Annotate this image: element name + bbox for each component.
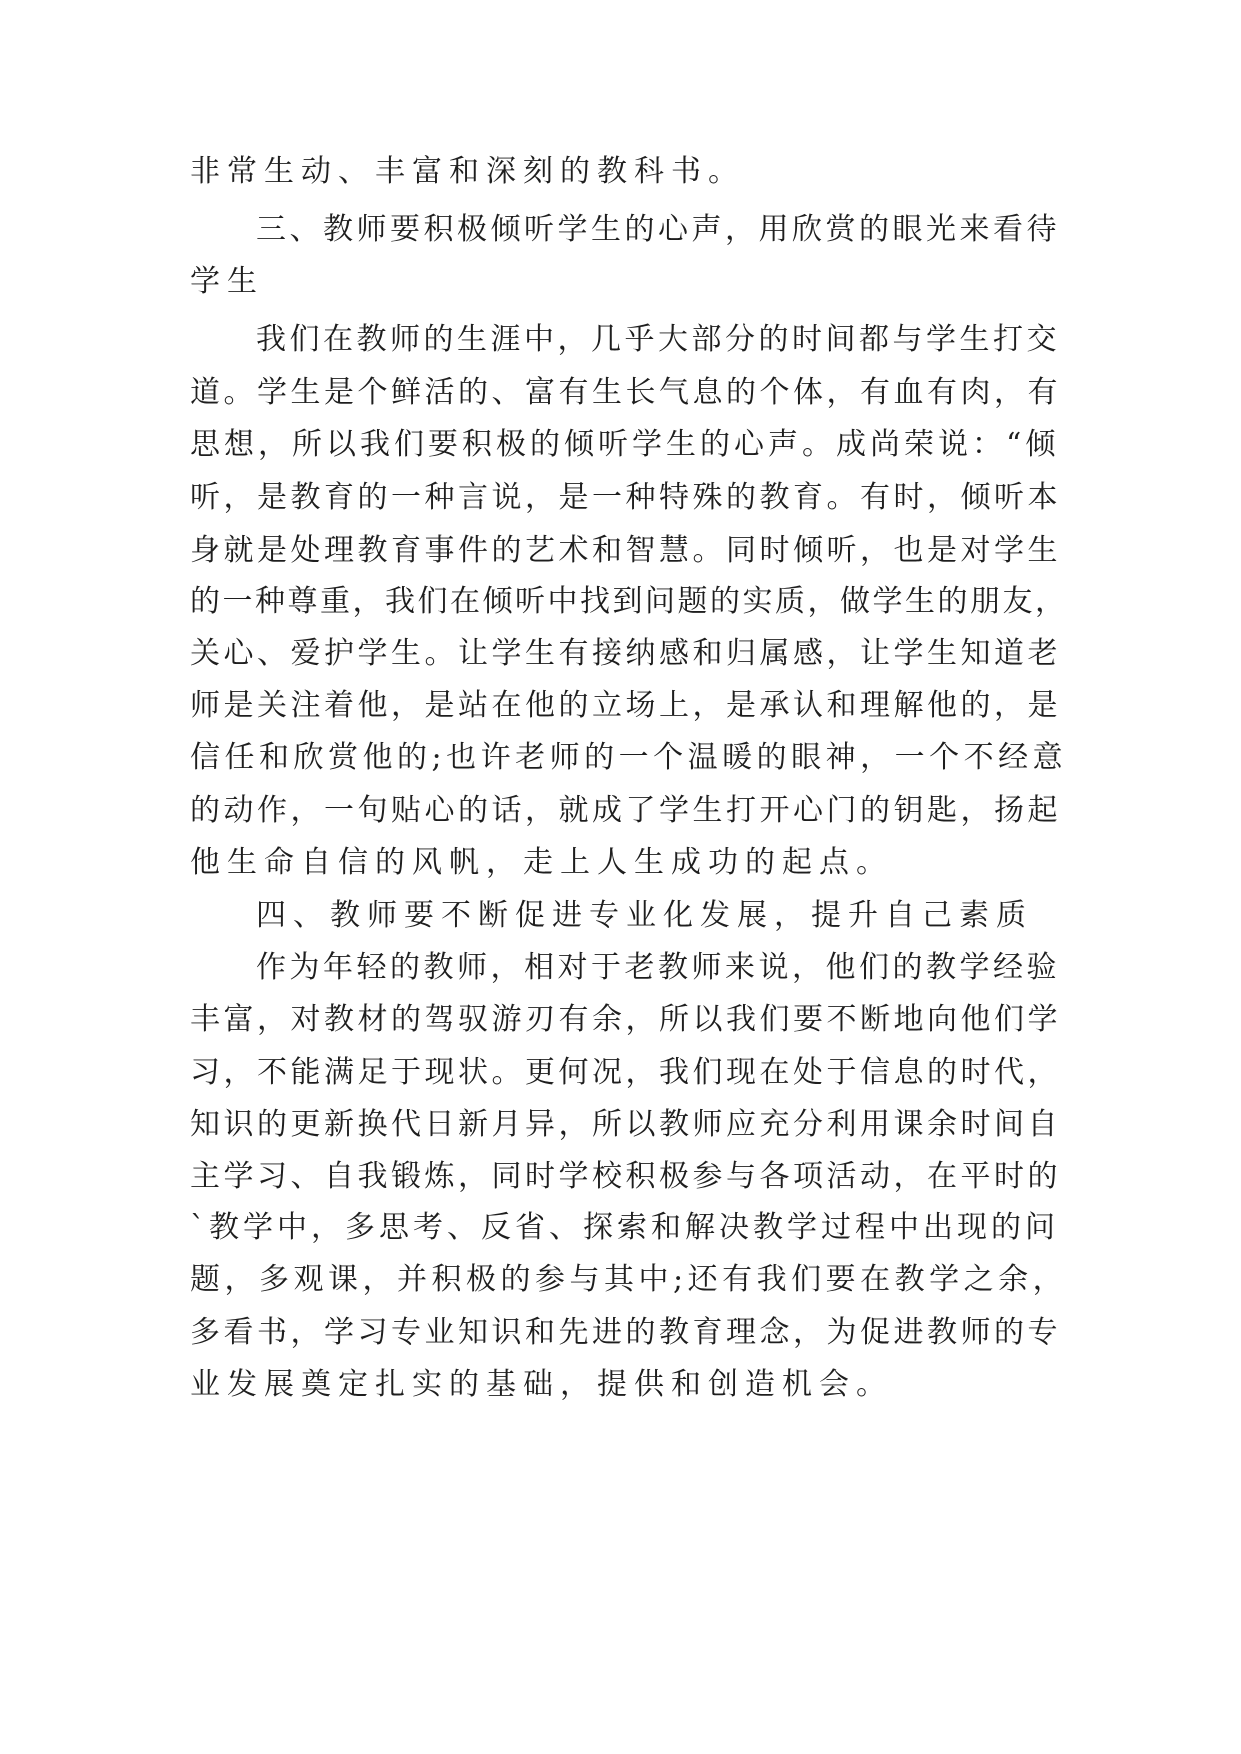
paragraph-line: 我们在教师的生涯中，几乎大部分的时间都与学生打交: [256, 322, 1060, 357]
paragraph-line: 关心、爱护学生。让学生有接纳感和归属感，让学生知道老: [190, 636, 1061, 671]
paragraph-line: 他生命自信的风帆，走上人生成功的起点。: [190, 845, 893, 880]
paragraph-line: 作为年轻的教师，相对于老教师来说，他们的教学经验: [256, 950, 1060, 985]
paragraph-line: `教学中，多思考、反省、探索和解决教学过程中出现的问: [190, 1210, 1059, 1245]
paragraph-line: 身就是处理教育事件的艺术和智慧。同时倾听，也是对学生: [190, 533, 1061, 568]
section-heading: 三、教师要积极倾听学生的心声，用欣赏的眼光来看待: [256, 212, 1060, 247]
paragraph-line: 道。学生是个鲜活的、富有生长气息的个体，有血有肉，有: [190, 375, 1061, 410]
paragraph-line: 丰富，对教材的驾驭游刃有余，所以我们要不断地向他们学: [190, 1002, 1061, 1037]
section-heading-continued: 学生: [190, 264, 264, 299]
paragraph-line: 业发展奠定扎实的基础，提供和创造机会。: [190, 1367, 893, 1402]
paragraph-line: 的动作，一句贴心的话，就成了学生打开心门的钥匙，扬起: [190, 793, 1061, 828]
paragraph-line: 信任和欣赏他的;也许老师的一个温暖的眼神，一个不经意: [190, 740, 1068, 775]
section-heading: 四、教师要不断促进专业化发展，提升自己素质: [256, 898, 1033, 933]
paragraph-line: 题，多观课，并积极的参与其中;还有我们要在教学之余，: [190, 1262, 1068, 1297]
paragraph-line: 主学习、自我锻炼，同时学校积极参与各项活动，在平时的: [190, 1159, 1061, 1194]
paragraph-line: 习，不能满足于现状。更何况，我们现在处于信息的时代，: [190, 1055, 1061, 1090]
paragraph-line: 思想，所以我们要积极的倾听学生的心声。成尚荣说：“倾: [190, 427, 1060, 462]
paragraph-line: 师是关注着他，是站在他的立场上，是承认和理解他的，是: [190, 688, 1061, 723]
text-line: 非常生动、丰富和深刻的教科书。: [190, 154, 745, 189]
paragraph-line: 听，是教育的一种言说，是一种特殊的教育。有时，倾听本: [190, 480, 1061, 515]
paragraph-line: 的一种尊重，我们在倾听中找到问题的实质，做学生的朋友，: [190, 584, 1068, 619]
paragraph-line: 多看书，学习专业知识和先进的教育理念，为促进教师的专: [190, 1315, 1061, 1350]
paragraph-line: 知识的更新换代日新月异，所以教师应充分利用课余时间自: [190, 1107, 1061, 1142]
